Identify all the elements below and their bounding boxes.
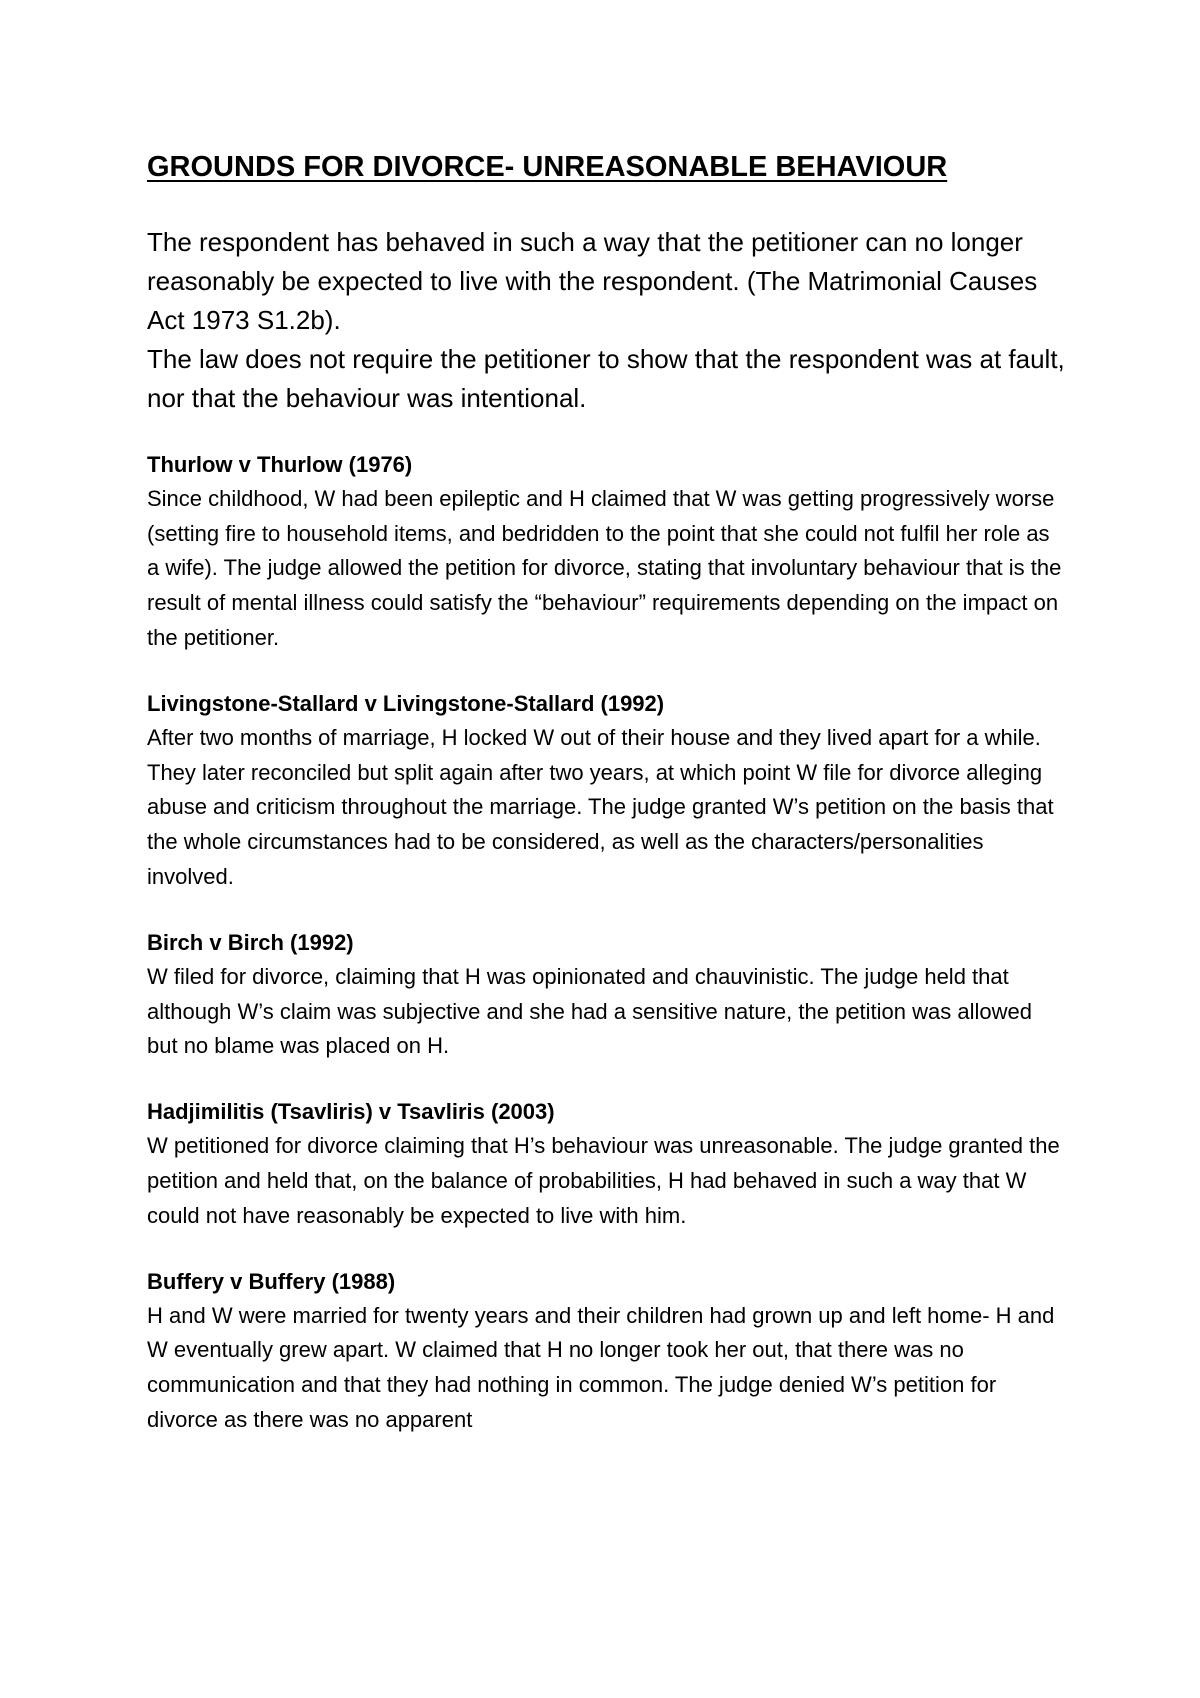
case-body: Since childhood, W had been epileptic and H claimed that W was getting progressively worse (setting fire to household items, and bedridden to the point that she could not fulfil her role as a wife). The judge allowed the petition for divorce, stating that involuntary behaviour that is the result of mental illness could satisfy the “behaviour” requirements depending on the impact on the petitioner. <box>147 485 1062 650</box>
case-body: W petitioned for divorce claiming that H’s behaviour was unreasonable. The judge granted the petition and held that, on the balance of probabilities, H had behaved in such a way that W could not have reasonably be expected to live with him. <box>147 1133 1060 1228</box>
case-buffery <box>147 1265 1067 1438</box>
intro-paragraph: The law does not require the petitioner to show that the respondent was at fault, nor that the behaviour was intentional. <box>147 343 1065 413</box>
case-hadjimilitis <box>147 1095 1067 1233</box>
case-heading: Birch v Birch (1992) <box>147 929 354 955</box>
case-body: W filed for divorce, claiming that H was opinionated and chauvinistic. The judge held that although W’s claim was subjective and she had a sensitive nature, the petition was allowed but no blame was placed on H. <box>147 963 1032 1059</box>
case-heading: Hadjimilitis (Tsavliris) v Tsavliris (2003) <box>147 1099 555 1125</box>
case-heading: Livingstone-Stallard v Livingstone-Stallard (1992) <box>147 690 665 716</box>
case-body: After two months of marriage, H locked W out of their house and they lived apart for a while. They later reconciled but split again after two years, at which point W file for divorce alleging abuse and criticism throughout the marriage. The judge granted W’s petition on the basis that the whole circumstances had to be considered, as well as the characters/personalities involved. <box>147 724 1054 889</box>
case-livingstone-stallard <box>147 687 1067 895</box>
case-heading: Thurlow v Thurlow (1976) <box>147 451 413 477</box>
document-title: GROUNDS FOR DIVORCE- UNREASONABLE BEHAVIOUR <box>147 151 948 183</box>
document-page <box>147 150 1067 1469</box>
case-birch <box>147 926 1067 1064</box>
case-body: H and W were married for twenty years and their children had grown up and left home- H and W eventually grew apart. W claimed that H no longer took her out, that there was no communication and that they had nothing in common. The judge denied W’s petition for divorce as there was no apparent <box>147 1302 1055 1432</box>
intro-paragraph: The respondent has behaved in such a way that the petitioner can no longer reasonably be expected to live with the respondent. (The Matrimonial Causes Act 1973 S1.2b). <box>147 226 1038 335</box>
case-thurlow <box>147 448 1067 656</box>
case-heading: Buffery v Buffery (1988) <box>147 1268 396 1294</box>
intro-section <box>147 223 1067 418</box>
